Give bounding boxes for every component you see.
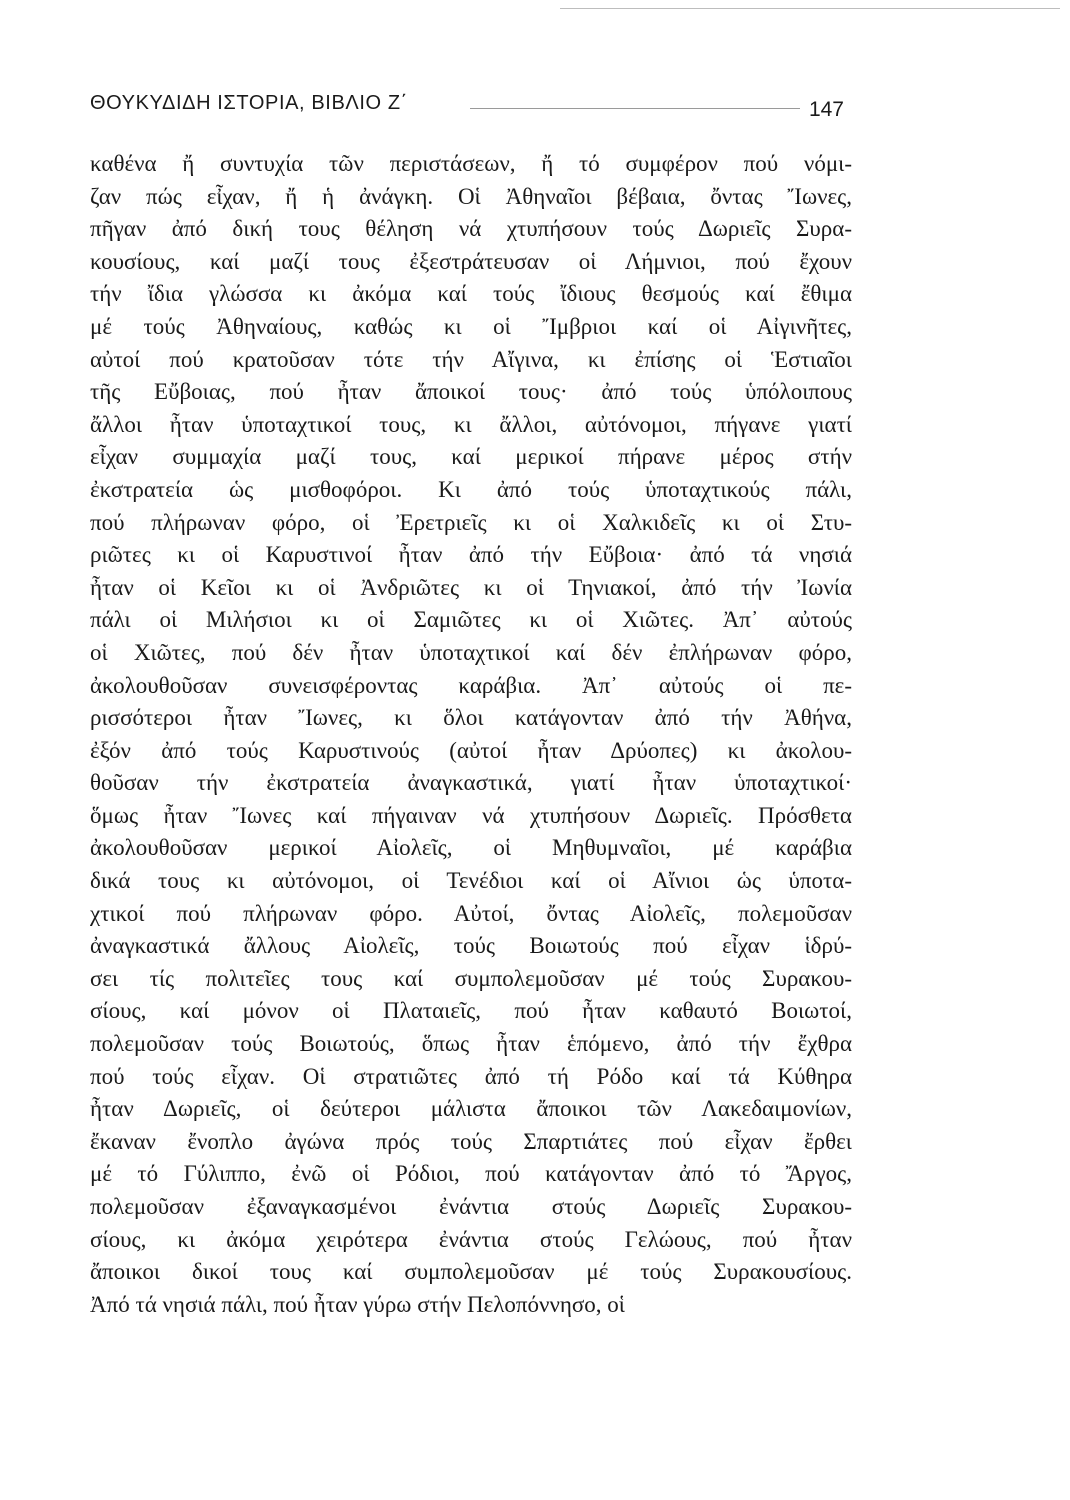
text-line: τῆς Εὔβοιας, πού ἦταν ἄποικοί τους· ἀπό τούς ὑπόλοιπους — [90, 379, 852, 405]
text-line: Ἀπό τά νησιά πάλι, πού ἦταν γύρω στήν Πελοπόννησο, οἱ — [90, 1291, 625, 1317]
text-line: ἦταν οἱ Κεῖοι κι οἱ Ἀνδριῶτες κι οἱ Τηνιακοί, ἀπό τήν Ἰωνία — [90, 574, 852, 600]
text-line: ἀκολουθοῦσαν συνεισφέροντας καράβια. Ἀπ᾿ αὐτούς οἱ πε- — [90, 672, 852, 698]
text-line: ὅμως ἦταν Ἴωνες καί πήγαιναν νά χτυπήσουν Δωριεῖς. Πρόσθετα — [90, 802, 852, 828]
text-line: πολεμοῦσαν ἐξαναγκασμένοι ἐνάντια στούς Δωριεῖς Συρακου- — [90, 1194, 852, 1219]
text-line: πού τούς εἶχαν. Οἱ στρατιῶτες ἀπό τή Ρόδο καί τά Κύθηρα — [90, 1063, 852, 1089]
running-title: ΘΟΥΚΥΔΙΔΗ ΙΣΤΟΡΙΑ, ΒΙΒΛΙΟ Ζ΄ — [90, 92, 408, 114]
text-line: ἀκολουθοῦσαν μερικοί Αἰολεῖς, οἱ Μηθυμναῖοι, μέ καράβια — [90, 835, 852, 861]
text-line: αὐτοί πού κρατοῦσαν τότε τήν Αἴγινα, κι ἐπίσης οἱ Ἑστιαῖοι — [90, 346, 852, 372]
text-line: ἀναγκαστικά ἄλλους Αἰολεῖς, τούς Βοιωτούς πού εἶχαν ἱδρύ- — [90, 933, 852, 959]
text-line: εἶχαν συμμαχία μαζί τους, καί μερικοί πήρανε μέρος στήν — [90, 444, 852, 470]
text-line: ζαν πώς εἶχαν, ἤ ἡ ἀνάγκη. Οἱ Ἀθηναῖοι βέβαια, ὄντας Ἴωνες, — [90, 183, 852, 209]
text-line: ἔκαναν ἔνοπλο ἀγώνα πρός τούς Σπαρτιάτες πού εἶχαν ἔρθει — [90, 1128, 852, 1154]
text-line: ριῶτες κι οἱ Καρυστινοί ἦταν ἀπό τήν Εὔβοια· ἀπό τά νησιά — [90, 542, 852, 568]
text-line: ἐκστρατεία ὡς μισθοφόροι. Κι ἀπό τούς ὑποταχτικούς πάλι, — [90, 476, 852, 502]
text-line: ἐξόν ἀπό τούς Καρυστινούς (αὐτοί ἦταν Δρύοπες) κι ἀκολου- — [90, 737, 852, 763]
text-line: σίους, κι ἀκόμα χειρότερα ἐνάντια στούς Γελώους, πού ἦταν — [90, 1226, 852, 1252]
scan-edge-line — [560, 8, 1060, 9]
text-line: ἦταν Δωριεῖς, οἱ δεύτεροι μάλιστα ἄποικοι τῶν Λακεδαιμονίων, — [90, 1096, 852, 1122]
text-line: θοῦσαν τήν ἐκστρατεία ἀναγκαστικά, γιατί ἦταν ὑποταχτικοί· — [90, 770, 852, 796]
text-line: μέ τούς Ἀθηναίους, καθώς κι οἱ Ἴμβριοι καί οἱ Αἰγινῆτες, — [90, 313, 852, 339]
text-line: πολεμοῦσαν τούς Βοιωτούς, ὅπως ἦταν ἑπόμενο, ἀπό τήν ἔχθρα — [90, 1031, 852, 1057]
text-line: δικά τους κι αὐτόνομοι, οἱ Τενέδιοι καί οἱ Αἴνιοι ὡς ὑποτα- — [90, 868, 852, 894]
text-line: τήν ἴδια γλώσσα κι ἀκόμα καί τούς ἴδιους θεσμούς καί ἔθιμα — [90, 281, 852, 307]
text-line: ἄποικοι δικοί τους καί συμπολεμοῦσαν μέ τούς Συρακουσίους. — [90, 1259, 852, 1285]
page-number: 147 — [808, 98, 844, 121]
body-text — [90, 148, 852, 1321]
text-line: σει τίς πολιτεῖες τους καί συμπολεμοῦσαν μέ τούς Συρακου- — [90, 965, 852, 991]
text-line: καθένα ἤ συντυχία τῶν περιστάσεων, ἤ τό συμφέρον πού νόμι- — [90, 151, 852, 176]
text-line: κουσίους, καί μαζί τους ἐξεστράτευσαν οἱ Λήμνιοι, πού ἔχουν — [90, 248, 852, 274]
text-line: ἄλλοι ἦταν ὑποταχτικοί τους, κι ἄλλοι, αὐτόνομοι, πήγανε γιατί — [90, 411, 852, 437]
text-line: ρισσότεροι ἦταν Ἴωνες, κι ὅλοι κατάγονταν ἀπό τήν Ἀθήνα, — [90, 705, 852, 731]
running-header — [90, 88, 850, 128]
text-line: πάλι οἱ Μιλήσιοι κι οἱ Σαμιῶτες κι οἱ Χιῶτες. Ἀπ᾿ αὐτούς — [90, 607, 852, 633]
text-line: οἱ Χιῶτες, πού δέν ἦταν ὑποταχτικοί καί δέν ἐπλήρωναν φόρο, — [90, 639, 852, 665]
text-line: μέ τό Γύλιππο, ἐνῶ οἱ Ρόδιοι, πού κατάγονταν ἀπό τό Ἄργος, — [90, 1161, 852, 1187]
text-line: χτικοί πού πλήρωναν φόρο. Αὐτοί, ὄντας Αἰολεῖς, πολεμοῦσαν — [90, 900, 852, 926]
text-line: σίους, καί μόνον οἱ Πλαταιεῖς, πού ἦταν καθαυτό Βοιωτοί, — [90, 998, 852, 1024]
text-line: πού πλήρωναν φόρο, οἱ Ἐρετριεῖς κι οἱ Χαλκιδεῖς κι οἱ Στυ- — [90, 509, 852, 535]
header-rule — [470, 108, 800, 109]
text-line: πῆγαν ἀπό δική τους θέληση νά χτυπήσουν τούς Δωριεῖς Συρα- — [90, 216, 852, 242]
